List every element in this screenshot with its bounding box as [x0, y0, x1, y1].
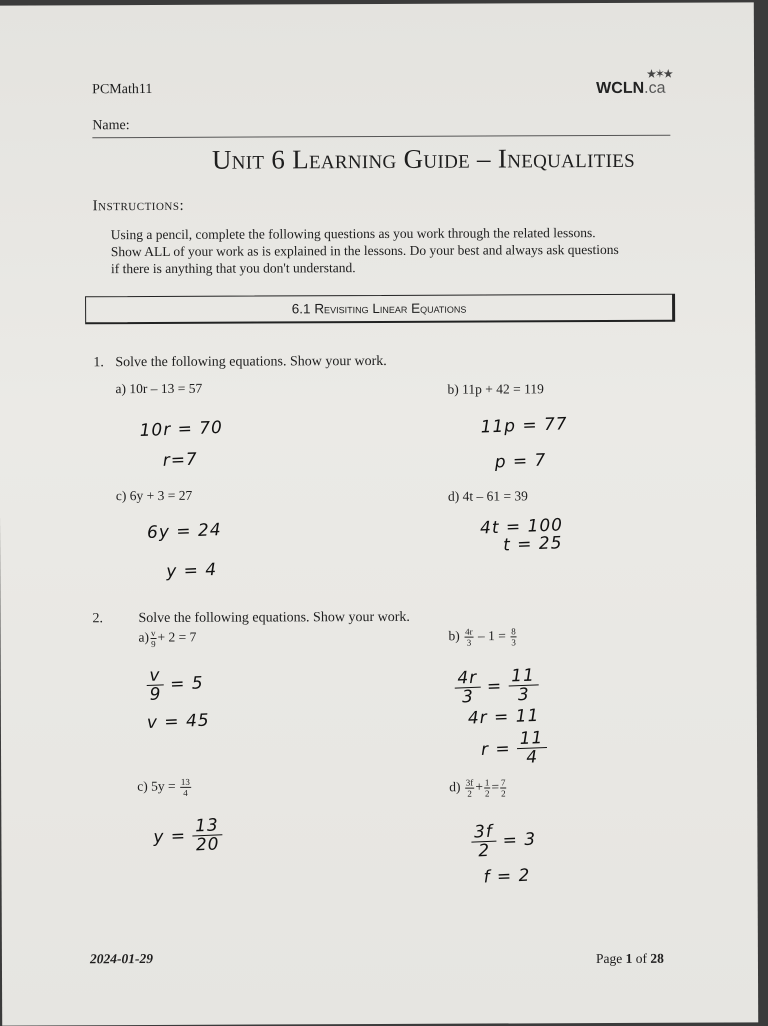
course-code: PCMath11 — [92, 81, 153, 98]
q2a-work-2: v = 45 — [146, 710, 211, 734]
q2c-problem: c) 5y = $\frac{13}{4}$ — [137, 776, 190, 798]
q1-number: 1. — [93, 355, 104, 371]
q2-prompt: Solve the following equations. Show your work. — [138, 609, 410, 627]
q2b-work-2: 4r = 11 — [467, 705, 540, 729]
wcln-logo: ★✶★ WCLN.ca — [596, 66, 672, 98]
page-title: Unit 6 Learning Guide – Inequalities — [211, 142, 636, 175]
q1c-label: c) 6y + 3 = 27 — [115, 487, 193, 504]
footer-date: 2024-01-29 — [89, 950, 153, 967]
q1-prompt: Solve the following equations. Show your work. — [115, 353, 387, 371]
stars-icon: ★✶★ — [646, 66, 672, 81]
q1c-work-1: 6y = 24 — [146, 520, 222, 544]
q1a-label: a) 10r – 13 = 57 — [115, 380, 203, 397]
q2b-work-3: r = $\frac{11}{4}$ — [480, 729, 547, 769]
name-line — [92, 135, 670, 139]
q2a-problem: a) $\frac{v}{9}$ + 2 = 7 — [138, 627, 197, 649]
q1d-work-2: t = 25 — [502, 533, 563, 556]
q1b-label: b) 11p + 42 = 119 — [447, 381, 544, 397]
instructions-heading: Instructions: — [92, 197, 185, 215]
q2d-work-1: $\frac{3f}{2}$ = 3 — [471, 821, 537, 861]
page-number: Page 1 of 28 — [595, 950, 664, 967]
q2c-work: y = $\frac{13}{20}$ — [153, 816, 223, 856]
q1a-work-2: r=7 — [162, 449, 199, 471]
worksheet-page — [0, 2, 758, 1025]
section-header: 6.1 Revisiting Linear Equations — [85, 294, 675, 325]
q2d-work-2: f = 2 — [483, 865, 531, 888]
q1b-work-2: p = 7 — [494, 450, 547, 473]
q2b-problem: b) $\frac{4r}{3}$ – 1 = $\frac{8}{3}$ — [448, 626, 516, 648]
q2a-fraction: $\frac{v}{9}$ — [150, 627, 156, 649]
name-label: Name: — [92, 118, 130, 134]
q1d-work-1: 4t = 100 — [479, 515, 564, 539]
q2b-work-1: $\frac{4r}{3}$ = $\frac{11}{3}$ — [454, 666, 539, 706]
q1b-work-1: 11p = 77 — [480, 414, 569, 438]
q1c-work-2: y = 4 — [165, 559, 218, 582]
q2-number: 2. — [92, 611, 103, 627]
q1a-work-1: 10r = 70 — [139, 417, 224, 442]
q2d-problem: d) $\frac{3f}{2}$ + $\frac{1}{2}$ = $\frac{7}{2}$ — [449, 777, 506, 799]
q2a-work-1: $\frac{v}{9}$ = 5 — [146, 665, 204, 704]
instructions-text: Using a pencil, complete the following questions as you work through the related lessons. Show ALL of your work as is explained in the lessons. Do your best and always ask questions if there is anything that you don't understand. — [110, 225, 619, 277]
q1d-label: d) 4t – 61 = 39 — [447, 488, 528, 504]
